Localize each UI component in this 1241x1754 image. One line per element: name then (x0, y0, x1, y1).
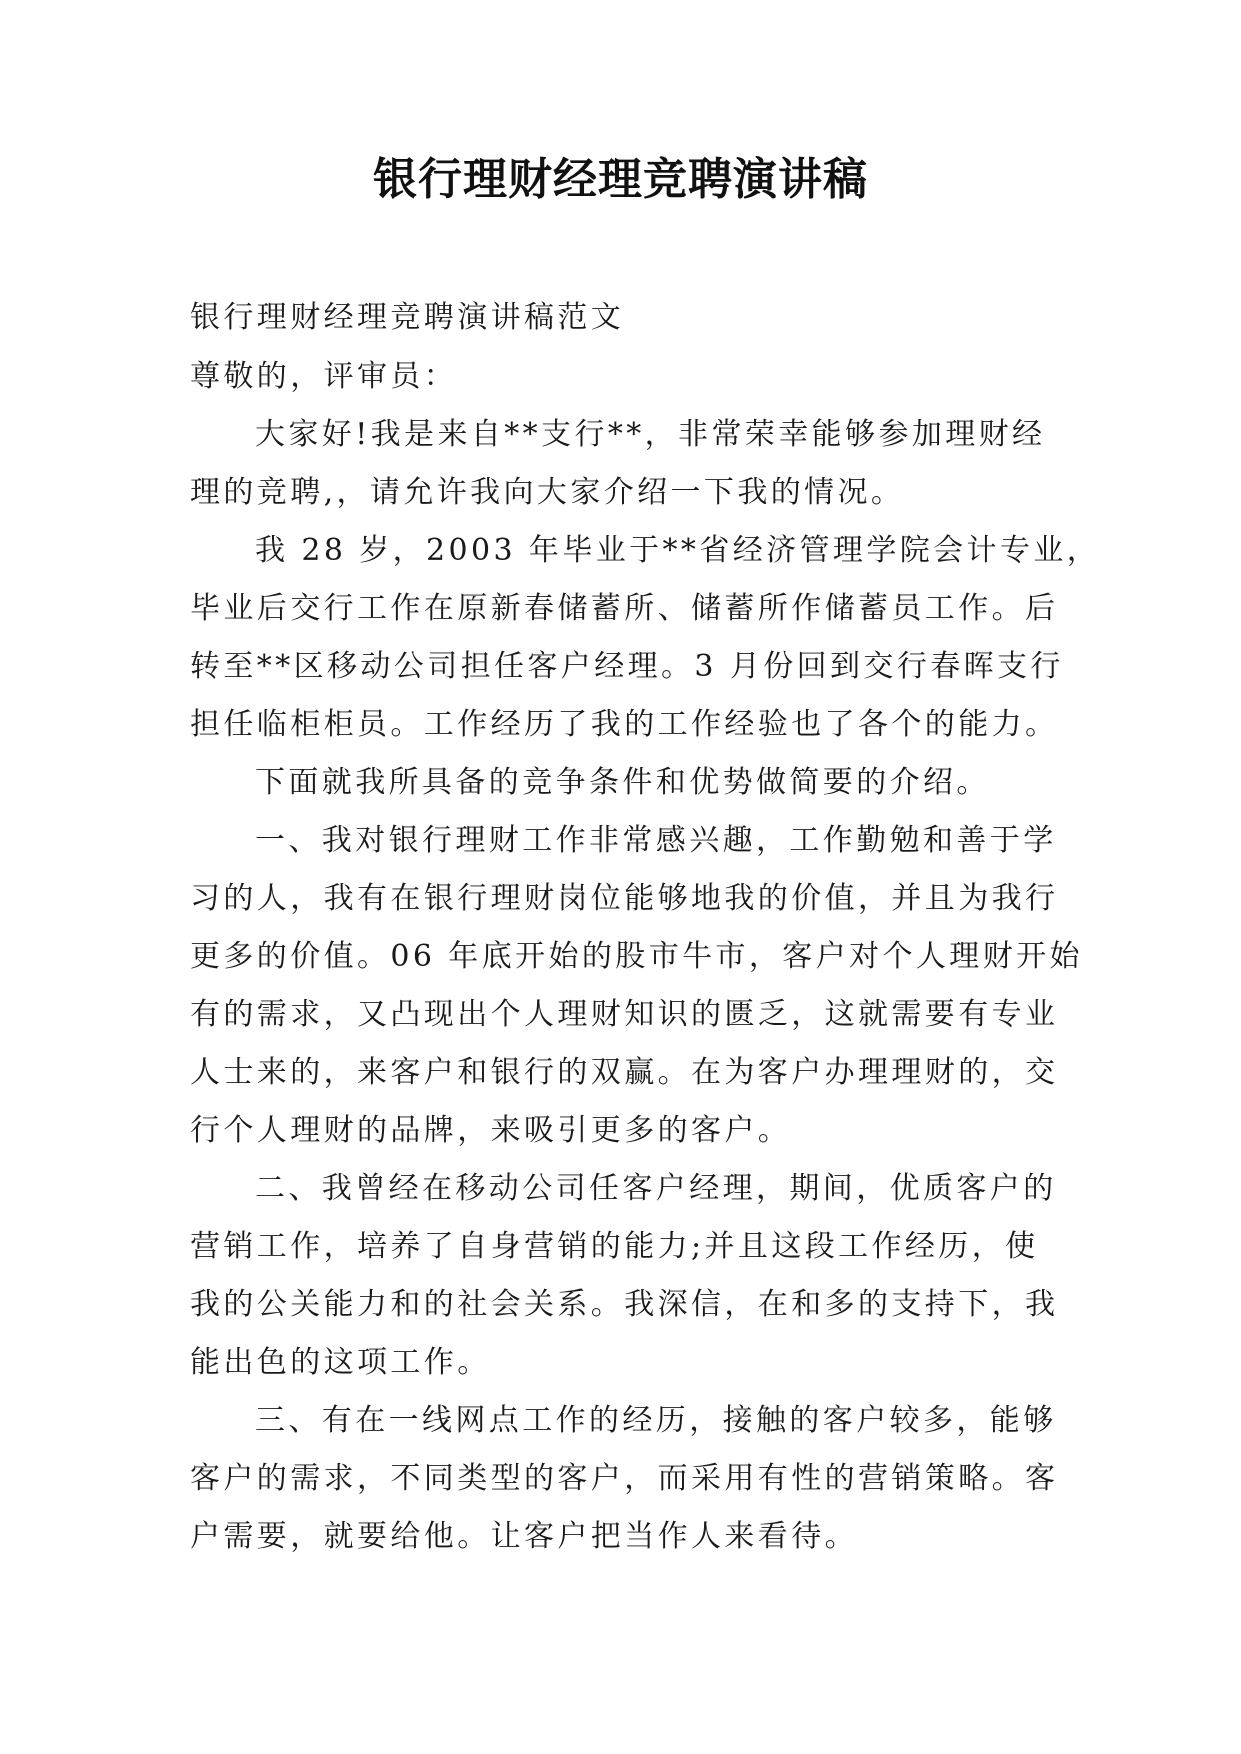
text-line: 毕业后交行工作在原新春储蓄所、储蓄所作储蓄员工作。后 (190, 591, 1059, 626)
text-line: 我 28 岁，2003 年毕业于**省经济管理学院会计专业， (255, 533, 1101, 568)
text-line: 能出色的这项工作。 (190, 1345, 491, 1380)
text-line: 户需要，就要给他。让客户把当作人来看待。 (190, 1519, 858, 1554)
text-line: 二、我曾经在移动公司任客户经理，期间，优质客户的 (255, 1171, 1057, 1206)
subtitle-line: 银行理财经理竞聘演讲稿范文 (190, 300, 625, 335)
document-title: 银行理财经理竞聘演讲稿 (373, 154, 868, 205)
text-line: 有的需求，又凸现出个人理财知识的匮乏，这就需要有专业 (190, 997, 1059, 1032)
text-line: 三、有在一线网点工作的经历，接触的客户较多，能够 (255, 1403, 1057, 1438)
text-line: 一、我对银行理财工作非常感兴趣，工作勤勉和善于学 (255, 823, 1057, 858)
text-line: 担任临柜柜员。工作经历了我的工作经验也了各个的能力。 (190, 707, 1059, 742)
text-line: 行个人理财的品牌，来吸引更多的客户。 (190, 1113, 792, 1148)
text-line: 转至**区移动公司担任客户经理。3 月份回到交行春晖支行 (190, 649, 1064, 684)
text-line: 人士来的，来客户和银行的双赢。在为客户办理理财的，交 (190, 1055, 1059, 1090)
text-line: 客户的需求，不同类型的客户，而采用有性的营销策略。客 (190, 1461, 1059, 1496)
salutation-line: 尊敬的，评审员： (190, 359, 458, 394)
text-line: 更多的价值。06 年底开始的股市牛市，客户对个人理财开始 (190, 939, 1083, 974)
text-line: 大家好!我是来自**支行**，非常荣幸能够参加理财经 (255, 417, 1046, 452)
text-line: 理的竞聘,，请允许我向大家介绍一下我的情况。 (190, 475, 905, 510)
text-line: 下面就我所具备的竞争条件和优势做简要的介绍。 (255, 765, 990, 800)
text-line: 营销工作，培养了自身营销的能力;并且这段工作经历，使 (190, 1229, 1039, 1264)
text-line: 我的公关能力和的社会关系。我深信，在和多的支持下，我 (190, 1287, 1059, 1322)
text-line: 习的人，我有在银行理财岗位能够地我的价值，并且为我行 (190, 881, 1059, 916)
